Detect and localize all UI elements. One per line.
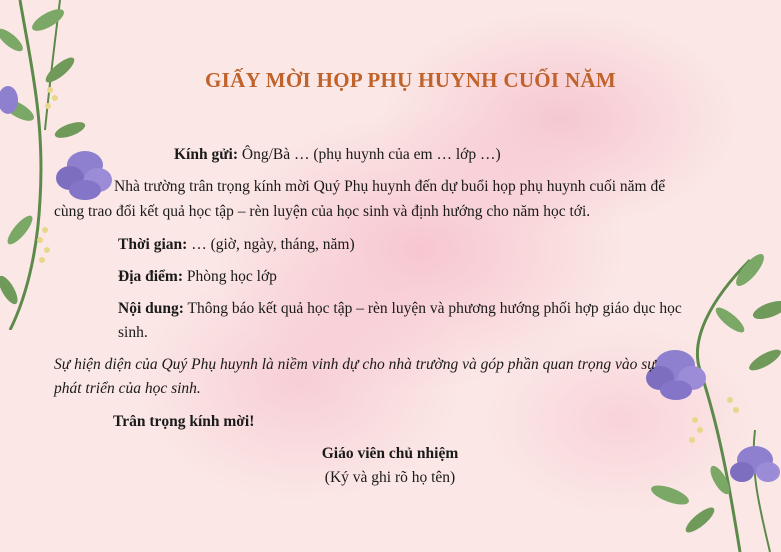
intro-line-2: cùng trao đổi kết quả học tập – rèn luyện của học sinh và định hướng cho năm học tới. <box>54 203 591 220</box>
place-line <box>118 264 277 290</box>
page-title: GIẤY MỜI HỌP PHỤ HUYNH CUỐI NĂM <box>204 68 616 92</box>
content-label: Nội dung: <box>118 300 184 317</box>
closing-line-2: phát triển của học sinh. <box>54 380 201 397</box>
greeting-label: Kính gửi: <box>174 146 238 163</box>
time-line <box>118 232 355 258</box>
place-label: Địa điểm: <box>118 268 184 285</box>
content-text: Thông báo kết quả học tập – rèn luyện và phương hướng phối hợp giáo dục học <box>183 300 682 317</box>
time-label: Thời gian: <box>118 236 188 253</box>
left-floral-decoration-icon <box>0 0 130 330</box>
content-line-2: sinh. <box>118 324 148 341</box>
closing-line-1: Sự hiện diện của Quý Phụ huynh là niềm vinh dự cho nhà trường và góp phần quan trọng vào sự <box>54 356 656 373</box>
greeting-text: Ông/Bà … (phụ huynh của em … lớp …) <box>238 146 501 163</box>
signature-note: (Ký và ghi rõ họ tên) <box>324 469 456 486</box>
intro-line-1: Nhà trường trân trọng kính mời Quý Phụ huynh đến dự buổi họp phụ huynh cuối năm để <box>114 178 666 195</box>
time-text: … (giờ, ngày, tháng, năm) <box>187 236 355 253</box>
signature-role: Giáo viên chủ nhiệm <box>321 445 459 462</box>
greeting-line <box>174 142 501 168</box>
regards-text: Trân trọng kính mời! <box>113 413 255 430</box>
place-text: Phòng học lớp <box>183 268 277 285</box>
content-line <box>118 296 682 322</box>
